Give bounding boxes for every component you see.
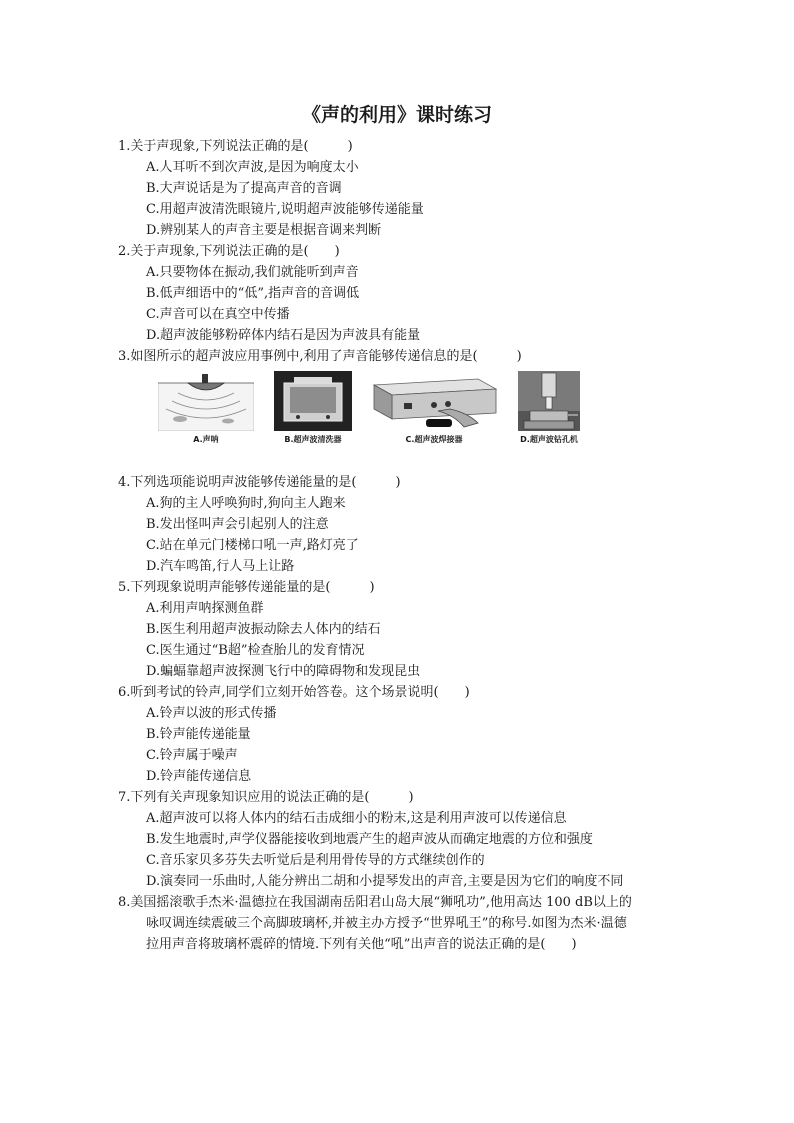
question-5: [118, 577, 718, 682]
question-stem: 8.美国摇滚歌手杰米·温德拉在我国湖南岳阳君山岛大展“狮吼功”,他用高达 100 dB以上的: [118, 895, 632, 910]
option-a: A.只要物体在振动,我们就能听到声音: [146, 265, 359, 280]
figure-welder: [368, 371, 500, 445]
option-c: C.医生通过“B超”检查胎儿的发育情况: [146, 643, 365, 658]
option-b: B.发出怪叫声会引起别人的注意: [146, 517, 329, 532]
option-d: D.辨别某人的声音主要是根据音调来判断: [146, 223, 382, 238]
option-a: A.铃声以波的形式传播: [146, 706, 277, 721]
option-c: C.铃声属于噪声: [146, 748, 238, 763]
question-6: [118, 682, 718, 787]
option-d: D.演奏同一乐曲时,人能分辨出二胡和小提琴发出的声音,主要是因为它们的响度不同: [146, 874, 624, 889]
question-2: [118, 241, 718, 346]
option-b: B.发生地震时,声学仪器能接收到地震产生的超声波从而确定地震的方位和强度: [146, 832, 593, 847]
question-stem: 7.下列有关声现象知识应用的说法正确的是( ): [118, 790, 414, 805]
option-b: B.医生利用超声波振动除去人体内的结石: [146, 622, 381, 637]
question-stem: 1.关于声现象,下列说法正确的是( ): [118, 139, 353, 154]
figure-cleaner: [274, 371, 352, 445]
figure-caption: D.超声波钻孔机: [520, 435, 578, 444]
ultrasonic-welder-image: [368, 371, 500, 431]
question-8: [118, 892, 718, 955]
option-d: D.蝙蝠靠超声波探测飞行中的障碍物和发现昆虫: [146, 664, 421, 679]
page-title: 《声的利用》课时练习: [301, 104, 492, 126]
question-list: [118, 136, 718, 955]
question-stem-continued: 咏叹调连续震破三个高脚玻璃杯,并被主办方授予“世界吼王”的称号.如图为杰米·温德: [146, 916, 627, 931]
option-d: D.汽车鸣笛,行人马上让路: [146, 559, 295, 574]
option-d: D.超声波能够粉碎体内结石是因为声波具有能量: [146, 328, 421, 343]
question-stem: 3.如图所示的超声波应用事例中,利用了声音能够传递信息的是( ): [118, 349, 522, 364]
question-stem: 4.下列选项能说明声波能够传递能量的是( ): [118, 475, 401, 490]
option-c: C.用超声波清洗眼镜片,说明超声波能够传递能量: [146, 202, 424, 217]
question-stem-continued: 拉用声音将玻璃杯震碎的情境.下列有关他“吼”出声音的说法正确的是( ): [146, 937, 577, 952]
option-d: D.铃声能传递信息: [146, 769, 252, 784]
question-stem: 5.下列现象说明声能够传递能量的是( ): [118, 580, 375, 595]
option-a: A.超声波可以将人体内的结石击成细小的粉末,这是利用声波可以传递信息: [146, 811, 567, 826]
ultrasonic-cleaner-image: [274, 371, 352, 431]
figure-caption: A.声呐: [193, 435, 219, 444]
question-3: [118, 346, 718, 466]
question-7: [118, 787, 718, 892]
option-a: A.狗的主人呼唤狗时,狗向主人跑来: [146, 496, 346, 511]
option-c: C.音乐家贝多芬失去听觉后是利用骨传导的方式继续创作的: [146, 853, 485, 868]
figure-caption: C.超声波焊接器: [405, 435, 463, 444]
figure-caption: B.超声波清洗器: [284, 435, 342, 444]
option-c: C.声音可以在真空中传播: [146, 307, 290, 322]
option-a: A.人耳听不到次声波,是因为响度太小: [146, 160, 359, 175]
option-b: B.铃声能传递能量: [146, 727, 251, 742]
figure-row: [118, 371, 718, 466]
figure-sonar: [158, 371, 254, 445]
option-a: A.利用声呐探测鱼群: [146, 601, 264, 616]
question-stem: 6.听到考试的铃声,同学们立刻开始答卷。这个场景说明( ): [118, 685, 470, 700]
question-stem: 2.关于声现象,下列说法正确的是( ): [118, 244, 340, 259]
ultrasonic-drill-image: [518, 371, 580, 431]
question-1: [118, 136, 718, 241]
option-b: B.大声说话是为了提高声音的音调: [146, 181, 342, 196]
sonar-image: [158, 371, 254, 431]
figure-drill: [518, 371, 580, 445]
question-4: [118, 472, 718, 577]
option-b: B.低声细语中的“低”,指声音的音调低: [146, 286, 360, 301]
option-c: C.站在单元门楼梯口吼一声,路灯亮了: [146, 538, 359, 553]
